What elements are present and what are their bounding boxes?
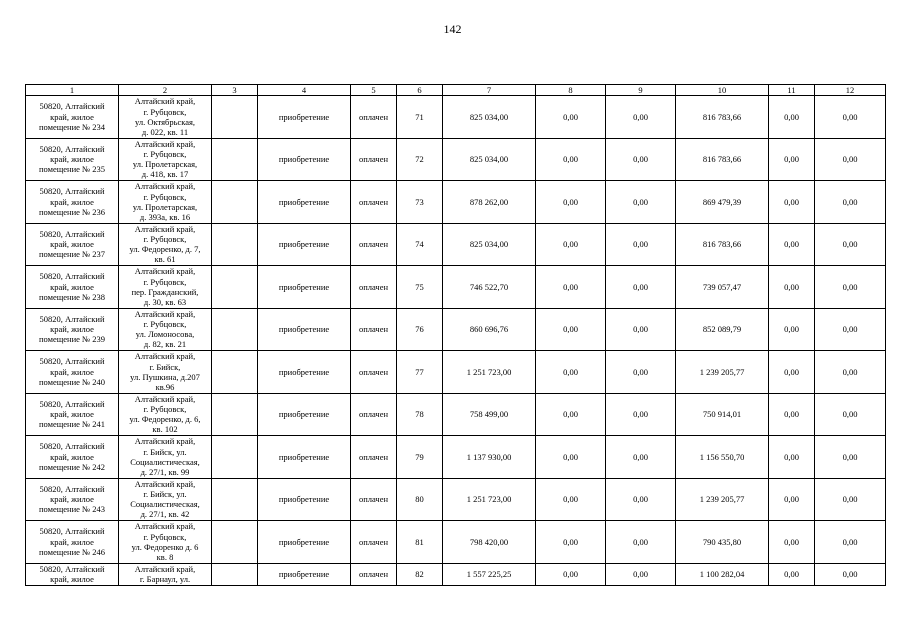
number-cell: 82 (397, 563, 443, 585)
payment-status-cell: оплачен (351, 308, 397, 351)
cell-line: г. Рубцовск, (143, 276, 187, 287)
cell-line: д. 27/1, кв. 42 (140, 509, 190, 520)
cell-line: г. Бийск, ул. (143, 446, 187, 457)
value-cell: 0,00 (536, 563, 606, 585)
cadastral-value-cell: 739 057,47 (676, 266, 769, 309)
cell-line: Алтайский край, (134, 351, 196, 362)
table-row (26, 266, 886, 309)
value-cell: 0,00 (815, 96, 886, 139)
object-name-cell (26, 478, 119, 521)
value-cell: 0,00 (815, 478, 886, 521)
cadastral-value-cell: 1 239 205,77 (676, 478, 769, 521)
cell-line: Алтайский край, (134, 181, 196, 192)
value-cell: 0,00 (815, 521, 886, 564)
value-cell: 0,00 (536, 393, 606, 436)
object-name-cell (26, 181, 119, 224)
acquisition-type-cell: приобретение (258, 138, 351, 181)
empty-cell (212, 96, 258, 139)
page-number: 142 (443, 22, 462, 36)
cell-line: помещение № 246 (38, 546, 106, 557)
object-name-cell (26, 563, 119, 585)
empty-cell (212, 138, 258, 181)
empty-cell (212, 563, 258, 585)
value-cell: 0,00 (606, 436, 676, 479)
cell-line: д. 022, кв. 11 (141, 126, 189, 137)
cell-line: Алтайский край, (134, 521, 196, 532)
acquisition-type-cell: приобретение (258, 96, 351, 139)
column-header: 3 (212, 85, 258, 96)
cell-line: пер. Гражданский, (131, 286, 199, 297)
value-cell: 0,00 (769, 351, 815, 394)
payment-status-cell: оплачен (351, 436, 397, 479)
value-cell: 0,00 (769, 266, 815, 309)
cell-line: помещение № 243 (38, 504, 106, 515)
table-row (26, 308, 886, 351)
value-cell: 0,00 (815, 563, 886, 585)
object-name-cell (26, 96, 119, 139)
cell-line: Алтайский край, (134, 96, 196, 107)
header-row (26, 85, 886, 96)
table-body (26, 96, 886, 586)
column-header: 10 (676, 85, 769, 96)
cell-line: д. 27/1, кв. 99 (140, 466, 190, 477)
address-cell (119, 308, 212, 351)
value-cell: 0,00 (536, 266, 606, 309)
cell-line: Социалистическая, (130, 456, 200, 467)
cell-line: Алтайский край, (134, 138, 196, 149)
empty-cell (212, 308, 258, 351)
empty-cell (212, 436, 258, 479)
cadastral-value-cell: 1 156 550,70 (676, 436, 769, 479)
cadastral-value-cell: 869 479,39 (676, 181, 769, 224)
cell-line: край, жилое (50, 111, 94, 122)
cell-line: кв. 61 (154, 254, 176, 265)
amount-cell: 1 251 723,00 (443, 478, 536, 521)
value-cell: 0,00 (606, 521, 676, 564)
cell-line: помещение № 240 (38, 376, 106, 387)
cell-line: 50820, Алтайский (39, 441, 105, 452)
address-cell (119, 521, 212, 564)
value-cell: 0,00 (606, 478, 676, 521)
address-cell (119, 478, 212, 521)
object-name-cell (26, 223, 119, 266)
number-cell: 77 (397, 351, 443, 394)
value-cell: 0,00 (769, 138, 815, 181)
amount-cell: 1 137 930,00 (443, 436, 536, 479)
value-cell: 0,00 (815, 266, 886, 309)
empty-cell (212, 266, 258, 309)
cell-line: кв. 102 (152, 424, 178, 435)
acquisition-type-cell: приобретение (258, 436, 351, 479)
address-cell (119, 138, 212, 181)
amount-cell: 825 034,00 (443, 138, 536, 181)
table-row (26, 393, 886, 436)
cell-line: г. Рубцовск, (143, 106, 187, 117)
cadastral-value-cell: 852 089,79 (676, 308, 769, 351)
value-cell: 0,00 (769, 521, 815, 564)
cell-line: г. Рубцовск, (143, 404, 187, 415)
table-row (26, 563, 886, 585)
cell-line: д. 418, кв. 17 (141, 169, 189, 180)
cadastral-value-cell: 816 783,66 (676, 223, 769, 266)
table-row (26, 138, 886, 181)
amount-cell: 746 522,70 (443, 266, 536, 309)
number-cell: 75 (397, 266, 443, 309)
cell-line: г. Рубцовск, (143, 319, 187, 330)
cell-line: край, жилое (50, 154, 94, 165)
cell-line: помещение № 238 (38, 291, 106, 302)
column-header: 4 (258, 85, 351, 96)
value-cell: 0,00 (606, 138, 676, 181)
cell-line: край, жилое (50, 451, 94, 462)
empty-cell (212, 393, 258, 436)
payment-status-cell: оплачен (351, 351, 397, 394)
acquisition-type-cell: приобретение (258, 478, 351, 521)
cell-line: Алтайский край, (134, 478, 196, 489)
payment-status-cell: оплачен (351, 181, 397, 224)
amount-cell: 1 251 723,00 (443, 351, 536, 394)
cadastral-value-cell: 790 435,80 (676, 521, 769, 564)
cell-line: край, жилое (50, 239, 94, 250)
amount-cell: 758 499,00 (443, 393, 536, 436)
cell-line: д. 82, кв. 21 (143, 339, 187, 350)
value-cell: 0,00 (536, 223, 606, 266)
cell-line: край, жилое (50, 409, 94, 420)
value-cell: 0,00 (606, 393, 676, 436)
cell-line: 50820, Алтайский (39, 228, 105, 239)
cell-line: помещение № 234 (38, 121, 106, 132)
value-cell: 0,00 (815, 181, 886, 224)
value-cell: 0,00 (815, 393, 886, 436)
cell-line: Алтайский край, (134, 266, 196, 277)
number-cell: 79 (397, 436, 443, 479)
address-cell (119, 96, 212, 139)
payment-status-cell: оплачен (351, 393, 397, 436)
address-cell (119, 181, 212, 224)
amount-cell: 798 420,00 (443, 521, 536, 564)
value-cell: 0,00 (815, 308, 886, 351)
cell-line: край, жилое (50, 366, 94, 377)
value-cell: 0,00 (536, 521, 606, 564)
acquisition-type-cell: приобретение (258, 393, 351, 436)
cell-line: 50820, Алтайский (39, 483, 105, 494)
object-name-cell (26, 138, 119, 181)
cell-line: г. Рубцовск, (143, 149, 187, 160)
cell-line: г. Рубцовск, (143, 191, 187, 202)
payment-status-cell: оплачен (351, 266, 397, 309)
cell-line: г. Рубцовск, (143, 234, 187, 245)
cell-line: помещение № 237 (38, 249, 106, 260)
cell-line: г. Рубцовск, (143, 531, 187, 542)
cell-line: край, жилое (50, 324, 94, 335)
acquisition-type-cell: приобретение (258, 308, 351, 351)
value-cell: 0,00 (606, 181, 676, 224)
value-cell: 0,00 (606, 223, 676, 266)
cell-line: край, жилое (50, 196, 94, 207)
number-cell: 72 (397, 138, 443, 181)
address-cell (119, 351, 212, 394)
value-cell: 0,00 (606, 96, 676, 139)
value-cell: 0,00 (536, 96, 606, 139)
number-cell: 78 (397, 393, 443, 436)
value-cell: 0,00 (769, 436, 815, 479)
value-cell: 0,00 (769, 393, 815, 436)
cell-line: ул. Федоренко, д. 6, (129, 414, 201, 425)
value-cell: 0,00 (769, 563, 815, 585)
value-cell: 0,00 (606, 351, 676, 394)
object-name-cell (26, 393, 119, 436)
cell-line: кв. 8 (156, 551, 174, 562)
payment-status-cell: оплачен (351, 96, 397, 139)
cell-line: помещение № 236 (38, 206, 106, 217)
column-header: 2 (119, 85, 212, 96)
value-cell: 0,00 (815, 351, 886, 394)
object-name-cell (26, 308, 119, 351)
table-row (26, 436, 886, 479)
acquisition-type-cell: приобретение (258, 351, 351, 394)
acquisition-type-cell: приобретение (258, 181, 351, 224)
cell-line: помещение № 242 (38, 461, 106, 472)
value-cell: 0,00 (606, 308, 676, 351)
acquisition-type-cell: приобретение (258, 223, 351, 266)
cell-line: край, жилое (50, 536, 94, 547)
cell-line: 50820, Алтайский (39, 101, 105, 112)
empty-cell (212, 478, 258, 521)
cell-line: Алтайский край, (134, 436, 196, 447)
cell-line: д. 30, кв. 63 (143, 296, 187, 307)
amount-cell: 825 034,00 (443, 223, 536, 266)
payment-status-cell: оплачен (351, 138, 397, 181)
payment-status-cell: оплачен (351, 563, 397, 585)
cell-line: 50820, Алтайский (39, 563, 105, 574)
address-cell (119, 266, 212, 309)
object-name-cell (26, 266, 119, 309)
cell-line: 50820, Алтайский (39, 186, 105, 197)
cell-line: Алтайский край, (134, 308, 196, 319)
table-row (26, 478, 886, 521)
number-cell: 74 (397, 223, 443, 266)
column-header: 12 (815, 85, 886, 96)
table-row (26, 96, 886, 139)
column-header: 6 (397, 85, 443, 96)
value-cell: 0,00 (815, 138, 886, 181)
cell-line: 50820, Алтайский (39, 356, 105, 367)
value-cell: 0,00 (769, 223, 815, 266)
value-cell: 0,00 (536, 181, 606, 224)
property-table (25, 84, 886, 586)
number-cell: 80 (397, 478, 443, 521)
cell-line: край, жилое (50, 281, 94, 292)
column-header: 8 (536, 85, 606, 96)
cell-line: Алтайский край, (134, 223, 196, 234)
acquisition-type-cell: приобретение (258, 266, 351, 309)
table-row (26, 351, 886, 394)
amount-cell: 878 262,00 (443, 181, 536, 224)
cell-line: ул. Пушкина, д.207 (130, 371, 200, 382)
value-cell: 0,00 (606, 563, 676, 585)
cadastral-value-cell: 816 783,66 (676, 138, 769, 181)
table-row (26, 223, 886, 266)
amount-cell: 860 696,76 (443, 308, 536, 351)
address-cell (119, 223, 212, 266)
cell-line: ул. Октябрьская, (134, 116, 196, 127)
object-name-cell (26, 436, 119, 479)
address-cell (119, 563, 212, 585)
cell-line: край, жилое (50, 494, 94, 505)
payment-status-cell: оплачен (351, 521, 397, 564)
value-cell: 0,00 (815, 223, 886, 266)
cell-line: 50820, Алтайский (39, 143, 105, 154)
cell-line: ул. Ломоносова, (135, 329, 195, 340)
cell-line: край, жилое (50, 574, 94, 584)
amount-cell: 825 034,00 (443, 96, 536, 139)
value-cell: 0,00 (769, 308, 815, 351)
object-name-cell (26, 351, 119, 394)
number-cell: 76 (397, 308, 443, 351)
cell-line: ул. Пролетарская, (132, 201, 198, 212)
value-cell: 0,00 (536, 138, 606, 181)
value-cell: 0,00 (769, 478, 815, 521)
cell-line: помещение № 235 (38, 164, 106, 175)
value-cell: 0,00 (536, 308, 606, 351)
table-row (26, 521, 886, 564)
cell-line: помещение № 239 (38, 334, 106, 345)
number-cell: 71 (397, 96, 443, 139)
value-cell: 0,00 (536, 351, 606, 394)
empty-cell (212, 351, 258, 394)
cell-line: д. 393а, кв. 16 (139, 211, 191, 222)
cell-line: ул. Федоренко д. 6 (131, 541, 199, 552)
cell-line: ул. Федоренко, д. 7, (129, 244, 201, 255)
value-cell: 0,00 (606, 266, 676, 309)
cadastral-value-cell: 816 783,66 (676, 96, 769, 139)
cell-line: 50820, Алтайский (39, 398, 105, 409)
cell-line: г. Барнаул, ул. (139, 574, 191, 584)
empty-cell (212, 223, 258, 266)
cell-line: ул. Пролетарская, (132, 159, 198, 170)
acquisition-type-cell: приобретение (258, 521, 351, 564)
cell-line: 50820, Алтайский (39, 313, 105, 324)
amount-cell: 1 557 225,25 (443, 563, 536, 585)
empty-cell (212, 181, 258, 224)
cadastral-value-cell: 750 914,01 (676, 393, 769, 436)
table-row (26, 181, 886, 224)
acquisition-type-cell: приобретение (258, 563, 351, 585)
cell-line: Алтайский край, (134, 393, 196, 404)
cadastral-value-cell: 1 100 282,04 (676, 563, 769, 585)
cell-line: кв.96 (155, 381, 175, 392)
number-cell: 81 (397, 521, 443, 564)
address-cell (119, 436, 212, 479)
value-cell: 0,00 (536, 436, 606, 479)
value-cell: 0,00 (769, 96, 815, 139)
address-cell (119, 393, 212, 436)
cell-line: 50820, Алтайский (39, 526, 105, 537)
cell-line: 50820, Алтайский (39, 271, 105, 282)
cell-line: Алтайский край, (134, 563, 196, 574)
cell-line: помещение № 241 (38, 419, 106, 430)
column-header: 5 (351, 85, 397, 96)
cell-line: г. Бийск, ул. (143, 489, 187, 500)
payment-status-cell: оплачен (351, 478, 397, 521)
object-name-cell (26, 521, 119, 564)
cell-line: г. Бийск, (149, 361, 181, 372)
value-cell: 0,00 (815, 436, 886, 479)
empty-cell (212, 521, 258, 564)
column-header: 1 (26, 85, 119, 96)
column-header: 11 (769, 85, 815, 96)
value-cell: 0,00 (536, 478, 606, 521)
number-cell: 73 (397, 181, 443, 224)
column-header: 7 (443, 85, 536, 96)
cell-line: Социалистическая, (130, 499, 200, 510)
cadastral-value-cell: 1 239 205,77 (676, 351, 769, 394)
payment-status-cell: оплачен (351, 223, 397, 266)
column-header: 9 (606, 85, 676, 96)
value-cell: 0,00 (769, 181, 815, 224)
